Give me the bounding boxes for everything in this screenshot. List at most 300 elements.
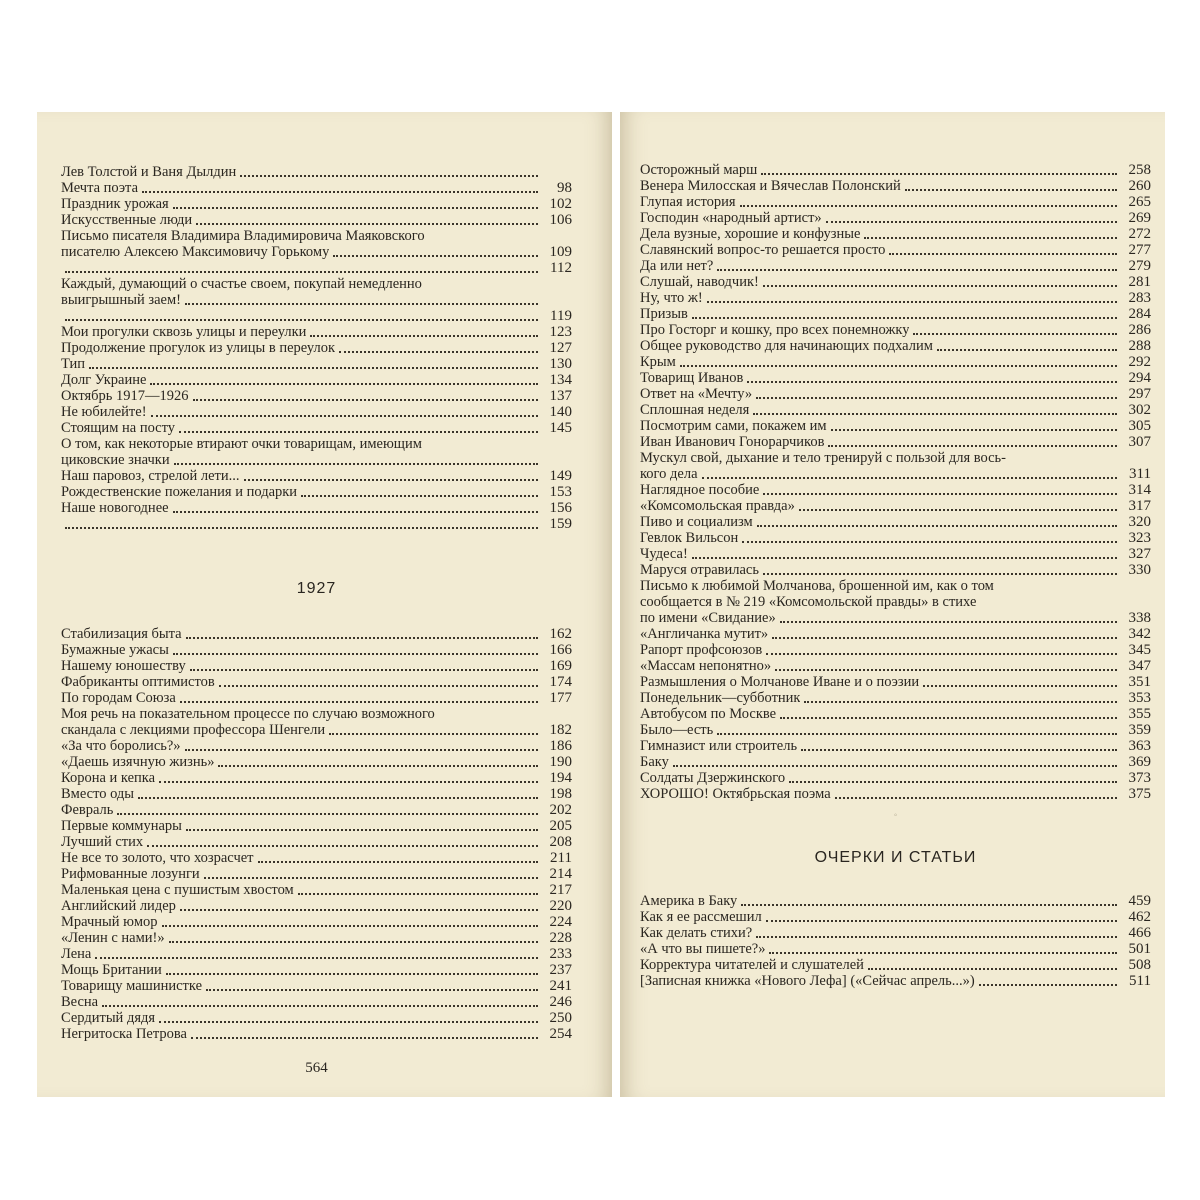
toc-entry-title: Иван Иванович Гонорарчиков [640,434,825,450]
toc-entry-title: Продолжение прогулок из улицы в переулок [61,340,336,356]
toc-entry-page: 241 [549,978,572,994]
toc-entry-title: Венера Милосская и Вячеслав Полонский [640,178,901,194]
toc-entry-page: 305 [1128,418,1151,434]
toc-entry-page: 228 [549,930,572,946]
dot-leader [191,1036,538,1039]
dot-leader [756,396,1117,399]
toc-entry [61,626,572,642]
dot-leader [780,716,1117,719]
dot-leader [826,220,1117,223]
toc-entry-page: 353 [1128,690,1151,706]
dot-leader [65,526,538,529]
dot-leader [692,316,1117,319]
toc-entry-page: 272 [1128,226,1151,242]
toc-entry-page: 501 [1128,941,1151,957]
dot-leader [147,844,538,847]
dot-leader [835,796,1117,799]
toc-entry-title: Чудеса! [640,546,688,562]
toc-entry [61,690,572,706]
dot-leader [717,732,1117,735]
dot-leader [173,652,538,655]
toc-entry [61,770,572,786]
dot-leader [692,556,1117,559]
toc-entry-page: 182 [549,722,572,738]
toc-entry [61,882,572,898]
toc-entry [61,850,572,866]
toc-entry-page: 281 [1128,274,1151,290]
toc-entry-title: Мечта поэта [61,180,139,196]
toc-entry [61,196,572,212]
dot-leader [702,476,1117,479]
toc-entry-title: Рождественские пожелания и подарки [61,484,298,500]
toc-entry-title: «А что вы пишете?» [640,941,766,957]
toc-entry [61,738,572,754]
toc-entry [61,500,572,516]
toc-entry [61,276,572,308]
dot-leader [204,876,538,879]
toc-entry-title: Как делать стихи? [640,925,753,941]
section-divider: ◦ [893,810,898,821]
dot-leader [162,924,539,927]
toc-entry-title: скандала с лекциями профессора Шенгели [61,722,326,738]
dot-leader [937,348,1117,351]
toc-entry [640,754,1151,770]
toc-entry-title: Фабриканты оптимистов [61,674,215,690]
toc-entry-page: 233 [549,946,572,962]
toc-entry [640,642,1151,658]
toc-entry-page: 198 [549,786,572,802]
toc-entry-page: 314 [1128,482,1151,498]
toc-entry-title: Негритоска Петрова [61,1026,187,1042]
toc-entry-title: Наше новогоднее [61,500,169,516]
dot-leader [244,478,538,481]
dot-leader [799,508,1117,511]
toc-entry-page: 323 [1128,530,1151,546]
toc-entry-page: 338 [1128,610,1151,626]
toc-entry-title: писателю Алексею Максимовичу Горькому [61,244,330,260]
toc-entry-page: 137 [549,388,572,404]
dot-leader [186,636,538,639]
dot-leader [763,492,1117,495]
toc-entry-page: 292 [1128,354,1151,370]
dot-leader [756,935,1117,938]
dot-leader [864,236,1117,239]
toc-entry [61,516,572,532]
toc-entry-page: 220 [549,898,572,914]
toc-entry-page: 156 [549,500,572,516]
toc-entry [61,212,572,228]
toc-entry-title: Тип [61,356,86,372]
dot-leader [717,268,1117,271]
toc-entry-title: Гевлок Вильсон [640,530,739,546]
toc-entry-page: 208 [549,834,572,850]
toc-entry-title: Бумажные ужасы [61,642,169,658]
toc-entry [61,674,572,690]
toc-entry [61,754,572,770]
toc-entry-page: 211 [550,850,572,866]
toc-entry [640,290,1151,306]
toc-entry-title-line: Каждый, думающий о счастье своем, покупай немедленно [61,276,422,292]
toc-entry-title: Наглядное пособие [640,482,760,498]
toc-entry-title: Маруся отравилась [640,562,759,578]
year-heading: 1927 [296,580,337,597]
dot-leader [680,364,1117,367]
toc-entry-title: Рифмованные лозунги [61,866,200,882]
toc-entry [640,354,1151,370]
toc-entry [640,242,1151,258]
toc-entry [61,994,572,1010]
toc-entry [640,562,1151,578]
dot-leader [979,983,1117,986]
toc-entry [640,530,1151,546]
toc-entry-title: По городам Союза [61,690,176,706]
toc-entry [61,308,572,324]
toc-entry-title: Ответ на «Мечту» [640,386,753,402]
toc-entry [640,690,1151,706]
toc-entry-title: «Массам непонятно» [640,658,772,674]
toc-entry-title-line: Письмо писателя Владимира Владимировича Маяковского [61,228,425,244]
toc-entry-page: 202 [549,802,572,818]
toc-entry-page: 345 [1128,642,1151,658]
dot-leader [196,222,538,225]
toc-entry [61,436,572,468]
toc-entry-page: 119 [550,308,572,324]
toc-entry-page: 286 [1128,322,1151,338]
toc-entry-title: Понедельник—субботник [640,690,801,706]
toc-entry-page: 342 [1128,626,1151,642]
toc-entry [61,468,572,484]
toc-entry-title: Мощь Британии [61,962,162,978]
toc-entry-title: Весна [61,994,99,1010]
dot-leader [769,951,1117,954]
toc-entry [640,338,1151,354]
dot-leader [747,380,1117,383]
dot-leader [298,892,538,895]
dot-leader [89,366,538,369]
dot-leader [801,748,1117,751]
toc-entry-title: Товарищу машинистке [61,978,203,994]
toc-entry-title: «Комсомольская правда» [640,498,795,514]
toc-entry-title: Америка в Баку [640,893,738,909]
dot-leader [740,204,1117,207]
toc-entry-page: 130 [549,356,572,372]
dot-leader [766,652,1117,655]
dot-leader [741,903,1117,906]
dot-leader [218,764,538,767]
toc-entry-title: Посмотрим сами, покажем им [640,418,827,434]
toc-entry [640,909,1151,925]
toc-entry [640,162,1151,178]
toc-entry-page: 190 [549,754,572,770]
toc-entry [640,194,1151,210]
toc-entry-page: 363 [1128,738,1151,754]
toc-entry [640,434,1151,450]
dot-leader [166,972,538,975]
toc-entry-title: Господин «народный артист» [640,210,822,226]
dot-leader [889,252,1117,255]
toc-entry-page: 102 [549,196,572,212]
toc-entry [61,946,572,962]
toc-entry-title: Общее руководство для начинающих подхалим [640,338,933,354]
toc-entry-title: Автобусом по Москве [640,706,777,722]
toc-entry-title: Сплошная неделя [640,402,750,418]
toc-entry-page: 149 [549,468,572,484]
toc-entry-title: Маленькая цена с пушистым хвостом [61,882,294,898]
dot-leader [780,620,1117,623]
section-heading: ОЧЕРКИ И СТАТЬИ [814,849,977,866]
toc-entry-page: 214 [549,866,572,882]
toc-entry-title: Солдаты Дзержинского [640,770,786,786]
toc-entry-page: 254 [549,1026,572,1042]
toc-entry-page: 145 [549,420,572,436]
toc-entry-title: Стоящим на посту [61,420,176,436]
dot-leader [673,764,1117,767]
toc-entry-page: 250 [549,1010,572,1026]
dot-leader [142,190,538,193]
dot-leader [186,828,538,831]
toc-entry [640,658,1151,674]
toc-entry-title: Да или нет? [640,258,714,274]
toc-entry-page: 123 [549,324,572,340]
toc-entry [640,770,1151,786]
toc-entry-title: Корона и кепка [61,770,156,786]
toc-entry [61,356,572,372]
toc-entry-title: Слушай, наводчик! [640,274,759,290]
dot-leader [150,382,538,385]
dot-leader [757,524,1117,527]
toc-entry [61,1026,572,1042]
toc-entry-page: 373 [1128,770,1151,786]
left-page [37,112,612,1097]
toc-entry-title: Товарищ Иванов [640,370,744,386]
toc-entry-page: 462 [1128,909,1151,925]
dot-leader [742,540,1117,543]
dot-leader [102,1004,538,1007]
dot-leader [905,188,1117,191]
dot-leader [190,668,538,671]
toc-entry-page: 224 [549,914,572,930]
toc-entry-page: 283 [1128,290,1151,306]
toc-entry-title: Гимназист или строитель [640,738,798,754]
toc-entry [640,322,1151,338]
toc-entry-page: 297 [1128,386,1151,402]
toc-entry-page: 140 [549,404,572,420]
toc-entry-page: 307 [1128,434,1151,450]
toc-entry [640,957,1151,973]
toc-entry-page: 237 [549,962,572,978]
toc-entry [640,514,1151,530]
toc-entry-title: Английский лидер [61,898,176,914]
toc-entry-title: [Записная книжка «Нового Лефа] («Сейчас апрель...») [640,973,975,989]
dot-leader [772,636,1117,639]
toc-entry-page: 112 [550,260,572,276]
toc-entry [640,738,1151,754]
toc-entry [61,914,572,930]
toc-entry [61,260,572,276]
toc-entry-page: 355 [1128,706,1151,722]
dot-leader [173,510,538,513]
toc-entry [61,372,572,388]
toc-entry-title: Праздник урожая [61,196,169,212]
toc-entry-title: кого дела [640,466,698,482]
toc-entry-title: Сердитый дядя [61,1010,156,1026]
toc-entry-title-line: О том, как некоторые втирают очки товарищам, имеющим [61,436,422,452]
toc-entry-page: 159 [549,516,572,532]
toc-entry [640,925,1151,941]
dot-leader [766,919,1117,922]
toc-entry-title: Ну, что ж! [640,290,703,306]
dot-leader [179,430,538,433]
toc-entry-page: 109 [549,244,572,260]
toc-entry-title: «Англичанка мутит» [640,626,769,642]
dot-leader [219,684,538,687]
dot-leader [789,780,1117,783]
toc-entry [640,386,1151,402]
toc-entry-title: Октябрь 1917—1926 [61,388,189,404]
dot-leader [339,350,538,353]
dot-leader [763,572,1117,575]
toc-entry [61,658,572,674]
toc-entry-page: 246 [549,994,572,1010]
toc-entry [61,978,572,994]
dot-leader [138,796,538,799]
toc-entry-page: 369 [1128,754,1151,770]
page-number: 564 [305,1060,328,1076]
toc-entry [640,450,1151,482]
toc-entry [61,484,572,500]
toc-entry [640,786,1151,802]
toc-entry [640,370,1151,386]
toc-entry-page: 294 [1128,370,1151,386]
toc-entry [61,404,572,420]
dot-leader [173,206,538,209]
toc-entry-page: 508 [1128,957,1151,973]
toc-entry [640,706,1151,722]
toc-entry-page: 194 [549,770,572,786]
dot-leader [180,908,538,911]
toc-entry-page: 347 [1128,658,1151,674]
toc-entry [640,578,1151,626]
toc-entry-page: 511 [1129,973,1151,989]
toc-entry-title: по имени «Свидание» [640,610,776,626]
toc-entry-title: Как я ее рассмешил [640,909,762,925]
dot-leader [65,318,538,321]
toc-entry [640,893,1151,909]
toc-entry-title: «За что боролись?» [61,738,181,754]
toc-entry [61,786,572,802]
dot-leader [65,270,538,273]
toc-entry-title: Февраль [61,802,114,818]
toc-entry [61,164,572,180]
toc-entry [61,642,572,658]
toc-entry-page: 375 [1128,786,1151,802]
toc-entry [61,818,572,834]
toc-entry [640,546,1151,562]
dot-leader [117,812,538,815]
dot-leader [763,284,1117,287]
toc-entry-title: Долг Украине [61,372,147,388]
toc-entry [640,274,1151,290]
toc-entry-title: Дела вузные, хорошие и конфузные [640,226,861,242]
toc-entry-page: 260 [1128,178,1151,194]
toc-entry [61,228,572,260]
toc-entry [61,340,572,356]
right-page [620,112,1165,1097]
toc-entry [61,962,572,978]
toc-entry-title: Наш паровоз, стрелой лети... [61,468,240,484]
toc-entry [640,226,1151,242]
toc-entry-page: 277 [1128,242,1151,258]
dot-leader [831,428,1117,431]
toc-entry [61,420,572,436]
toc-entry-title: Баку [640,754,669,770]
toc-entry-title: Рапорт профсоюзов [640,642,763,658]
toc-entry [61,834,572,850]
dot-leader [180,700,538,703]
toc-entry-title: Крым [640,354,676,370]
toc-entry-page: 177 [549,690,572,706]
toc-entry-title-line: Моя речь на показательном процессе по случаю возможного [61,706,435,722]
toc-list-1926 [61,164,572,532]
toc-entry-title: Вместо оды [61,786,135,802]
toc-entry-page: 288 [1128,338,1151,354]
dot-leader [828,444,1117,447]
dot-leader [804,700,1117,703]
dot-leader [913,332,1117,335]
toc-entry-title: ХОРОШО! Октябрьская поэма [640,786,831,802]
dot-leader [159,780,538,783]
toc-entry-page: 153 [549,484,572,500]
toc-entry-page: 327 [1128,546,1151,562]
toc-entry [61,898,572,914]
dot-leader [159,1020,538,1023]
dot-leader [258,860,538,863]
toc-entry-title: Пиво и социализм [640,514,753,530]
toc-entry-page: 359 [1128,722,1151,738]
toc-entry [640,178,1151,194]
toc-entry-page: 330 [1128,562,1151,578]
dot-leader [923,684,1117,687]
toc-entry [640,258,1151,274]
toc-entry-title-line: Письмо к любимой Молчанова, брошенной им, как о том [640,578,994,594]
toc-entry-page: 311 [1129,466,1151,482]
toc-entry-title: Лена [61,946,92,962]
toc-entry-page: 134 [549,372,572,388]
toc-entry-title: Первые коммунары [61,818,182,834]
toc-entry-title: Искусственные люди [61,212,193,228]
toc-entry-title: циковские значки [61,452,170,468]
toc-entry [640,498,1151,514]
dot-leader [301,494,538,497]
toc-entry-title: Мрачный юмор [61,914,158,930]
dot-leader [707,300,1117,303]
toc-entry-title: Мои прогулки сквозь улицы и переулки [61,324,307,340]
toc-entry [61,180,572,196]
toc-entry-page: 351 [1128,674,1151,690]
dot-leader [185,748,538,751]
toc-entry [640,210,1151,226]
toc-list-essays [640,893,1151,989]
toc-entry [640,306,1151,322]
toc-entry [61,388,572,404]
toc-entry [640,973,1151,989]
toc-entry-page: 186 [549,738,572,754]
toc-entry-title: «Ленин с нами!» [61,930,165,946]
toc-entry-title: Было—есть [640,722,714,738]
dot-leader [174,462,538,465]
toc-entry-title: Не юбилейте! [61,404,147,420]
toc-entry-title: Осторожный марш [640,162,758,178]
